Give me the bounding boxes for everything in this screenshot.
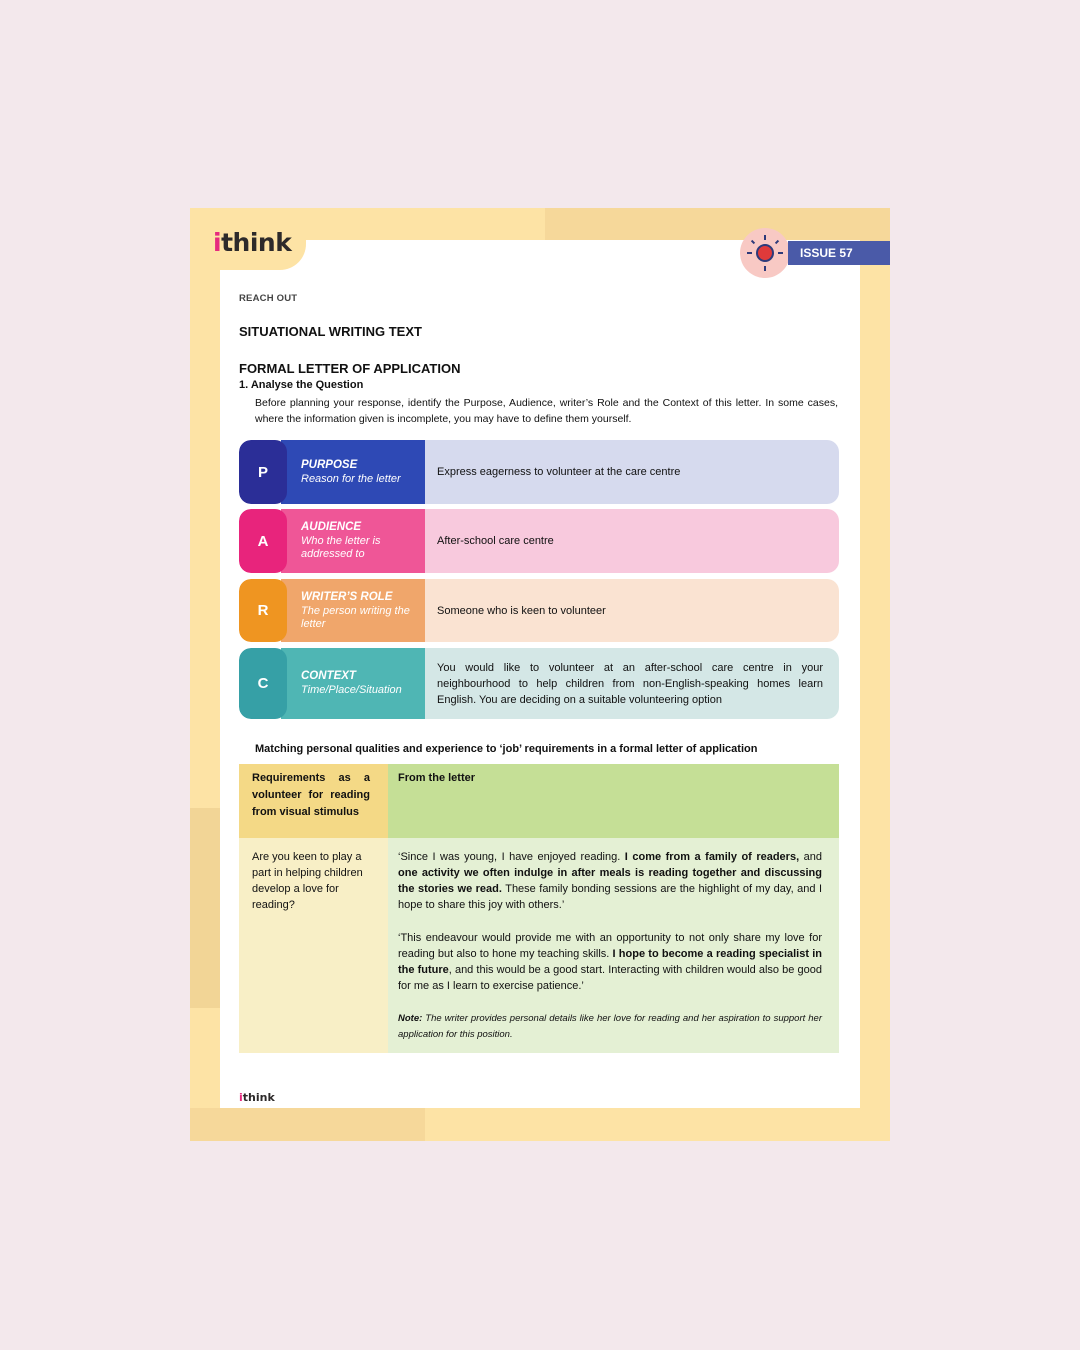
parc-subtitle: Who the letter is addressed to bbox=[301, 535, 381, 560]
footer-logo: ithink bbox=[239, 1091, 275, 1104]
header-text: From the letter bbox=[398, 772, 476, 784]
intro-paragraph: Before planning your response, identify the Purpose, Audience, writer’s Role and the Context of this letter. In some cases, where the information given is incomplete, you may have to define them yourself. bbox=[255, 397, 838, 425]
parc-label bbox=[281, 648, 425, 719]
parc-value: Someone who is keen to volunteer bbox=[425, 579, 839, 642]
parc-row-purpose bbox=[239, 440, 839, 504]
section-label: REACH OUT bbox=[239, 293, 298, 304]
letter-quote-2: ‘This endeavour would provide me with an opportunity to not only share my love for reading but also to hone my teaching skills. I hope to become a reading specialist in the future, and this would be a good start. Interacting with children would also be good for me as I learn to exercise patience.’ bbox=[398, 932, 822, 992]
parc-title: AUDIENCE bbox=[301, 521, 362, 533]
parc-value: Express eagerness to volunteer at the care centre bbox=[425, 440, 839, 504]
table-cell-letter bbox=[388, 838, 839, 1053]
table-header-letter bbox=[388, 764, 839, 838]
header-text: Requirements as a volunteer for reading from visual stimulus bbox=[252, 772, 370, 818]
parc-letter: P bbox=[239, 440, 287, 504]
parc-row-role bbox=[239, 579, 839, 642]
parc-letter: R bbox=[239, 579, 287, 642]
parc-row-audience bbox=[239, 509, 839, 573]
parc-title: WRITER’S ROLE bbox=[301, 590, 393, 603]
parc-subtitle: Reason for the letter bbox=[301, 472, 401, 485]
parc-title: PURPOSE bbox=[301, 458, 358, 471]
parc-label bbox=[281, 509, 425, 573]
lightbulb-icon bbox=[740, 228, 790, 278]
parc-row-context bbox=[239, 648, 839, 719]
issue-badge: ISSUE 57 bbox=[788, 241, 890, 265]
parc-letter: A bbox=[239, 509, 287, 573]
page-subtitle: FORMAL LETTER OF APPLICATION bbox=[239, 361, 461, 376]
letter-quote-1: ‘Since I was young, I have enjoyed reading. I come from a family of readers, and one activity we often indulge in after meals is reading together and discussing the stories we read. These family bonding sessions are the highlight of my day, and I hope to share this joy with others.’ bbox=[398, 851, 822, 911]
page-title: SITUATIONAL WRITING TEXT bbox=[239, 324, 422, 339]
parc-title: CONTEXT bbox=[301, 670, 356, 682]
ithink-logo: ithink bbox=[213, 228, 292, 257]
parc-subtitle: Time/Place/Situation bbox=[301, 684, 402, 696]
parc-value: You would like to volunteer at an after-school care centre in your neighbourhood to help children from non-English-speaking homes learn English. You are deciding on a suitable volunteering option bbox=[425, 648, 839, 719]
note-text: Note: The writer provides personal details like her love for reading and her aspiration to support her application for this position. bbox=[398, 1013, 822, 1040]
matching-title: Matching personal qualities and experience to ‘job’ requirements in a formal letter of application bbox=[255, 743, 758, 755]
parc-label bbox=[281, 579, 425, 642]
table-cell-requirement bbox=[239, 838, 388, 1053]
parc-label bbox=[281, 440, 425, 504]
parc-value: After-school care centre bbox=[425, 509, 839, 573]
step-heading: 1. Analyse the Question bbox=[239, 379, 364, 391]
requirement-text: Are you keen to play a part in helping children develop a love for reading? bbox=[252, 851, 363, 911]
parc-subtitle: The person writing the letter bbox=[301, 604, 410, 630]
frame-decoration bbox=[190, 1108, 425, 1141]
table-header-requirements bbox=[239, 764, 388, 838]
frame-decoration bbox=[190, 808, 220, 1008]
parc-letter: C bbox=[239, 648, 287, 719]
